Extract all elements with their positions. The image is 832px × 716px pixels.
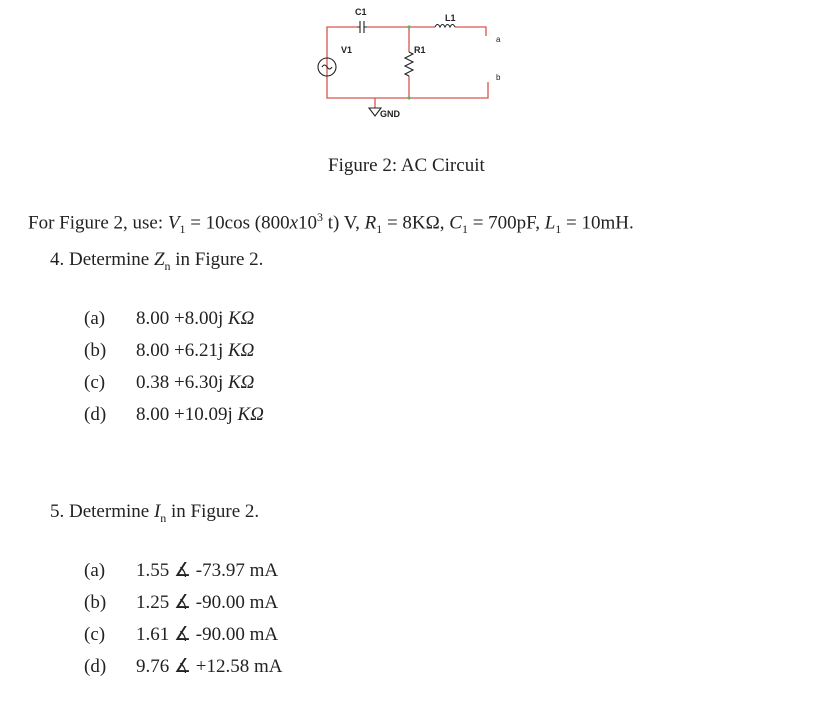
v1-expression-end: t) V, <box>323 212 360 234</box>
option-value: 1.25 ∡ -90.00 mA <box>136 592 279 613</box>
label-l1: L1 <box>445 13 456 23</box>
q4-subscript: n <box>164 258 171 273</box>
q5-subscript: n <box>160 510 167 525</box>
l1-subscript: 1 <box>555 222 562 237</box>
q5-option-d[interactable] <box>84 654 283 686</box>
c1-symbol: C <box>449 212 462 234</box>
label-v1: V1 <box>341 45 353 55</box>
option-letter: (a) <box>84 560 106 581</box>
l1-value: = 10mH. <box>561 212 634 234</box>
question-4 <box>50 249 263 274</box>
option-value: 8.00 +10.09j <box>136 404 233 425</box>
circuit-diagram <box>300 0 520 130</box>
option-letter: (a) <box>84 308 106 329</box>
v1-subscript: 1 <box>179 222 186 237</box>
option-letter: (d) <box>84 404 107 425</box>
label-c1: C1 <box>355 7 367 17</box>
option-value: 9.76 ∡ +12.58 mA <box>136 656 283 677</box>
q5-option-c[interactable] <box>84 622 283 654</box>
label-r1: R1 <box>414 45 426 55</box>
option-value: 8.00 +6.21j <box>136 340 224 361</box>
option-unit: KΩ <box>237 404 264 425</box>
option-value: 1.61 ∡ -90.00 mA <box>136 624 279 645</box>
c1-value: = 700pF, <box>467 212 540 234</box>
option-unit: KΩ <box>228 308 255 329</box>
option-value: 8.00 +8.00j <box>136 308 224 329</box>
q4-option-b[interactable] <box>84 338 264 370</box>
resistor-r1-symbol <box>405 52 413 76</box>
option-value: 0.38 +6.30j <box>136 372 224 393</box>
q5-suffix: in Figure 2. <box>171 501 260 522</box>
q4-option-a[interactable] <box>84 306 264 338</box>
terminal-b-label: b <box>496 73 501 82</box>
option-letter: (b) <box>84 592 107 613</box>
q5-option-b[interactable] <box>84 590 283 622</box>
given-values <box>28 210 634 237</box>
q4-prefix: 4. Determine <box>50 249 150 270</box>
q5-options <box>84 558 283 686</box>
l1-symbol: L <box>544 212 556 234</box>
q5-symbol: I <box>153 501 161 522</box>
terminal-a-label: a <box>496 35 501 44</box>
capacitor-c1-symbol <box>357 21 367 33</box>
given-prefix: For Figure 2, use: <box>28 212 164 234</box>
option-letter: (c) <box>84 372 106 393</box>
option-letter: (b) <box>84 340 107 361</box>
label-gnd: GND <box>380 109 400 119</box>
q4-symbol: Z <box>153 249 165 270</box>
v1-expression-start: = 10cos (800 <box>185 212 290 234</box>
inductor-l1-symbol <box>435 25 455 28</box>
q5-prefix: 5. Determine <box>50 501 150 522</box>
node-dot-bottom <box>407 96 410 99</box>
c1-subscript: 1 <box>461 222 468 237</box>
node-dot-top <box>407 25 410 28</box>
option-unit: KΩ <box>228 372 255 393</box>
q4-suffix: in Figure 2. <box>175 249 264 270</box>
r1-symbol: R <box>364 212 377 234</box>
v1-times-x: x <box>289 212 299 234</box>
v1-power-base: 10 <box>298 212 318 234</box>
r1-subscript: 1 <box>376 222 383 237</box>
option-letter: (c) <box>84 624 106 645</box>
option-unit: KΩ <box>228 340 255 361</box>
option-letter: (d) <box>84 656 107 677</box>
v1-symbol: V <box>167 212 180 234</box>
q4-option-d[interactable] <box>84 402 264 434</box>
q4-option-c[interactable] <box>84 370 264 402</box>
q5-option-a[interactable] <box>84 558 283 590</box>
v1-exponent: 3 <box>317 210 324 224</box>
option-value: 1.55 ∡ -73.97 mA <box>136 560 279 581</box>
r1-value: = 8KΩ, <box>382 212 445 234</box>
figure-caption: Figure 2: AC Circuit <box>328 155 485 176</box>
question-5 <box>50 501 259 526</box>
q4-options <box>84 306 264 434</box>
